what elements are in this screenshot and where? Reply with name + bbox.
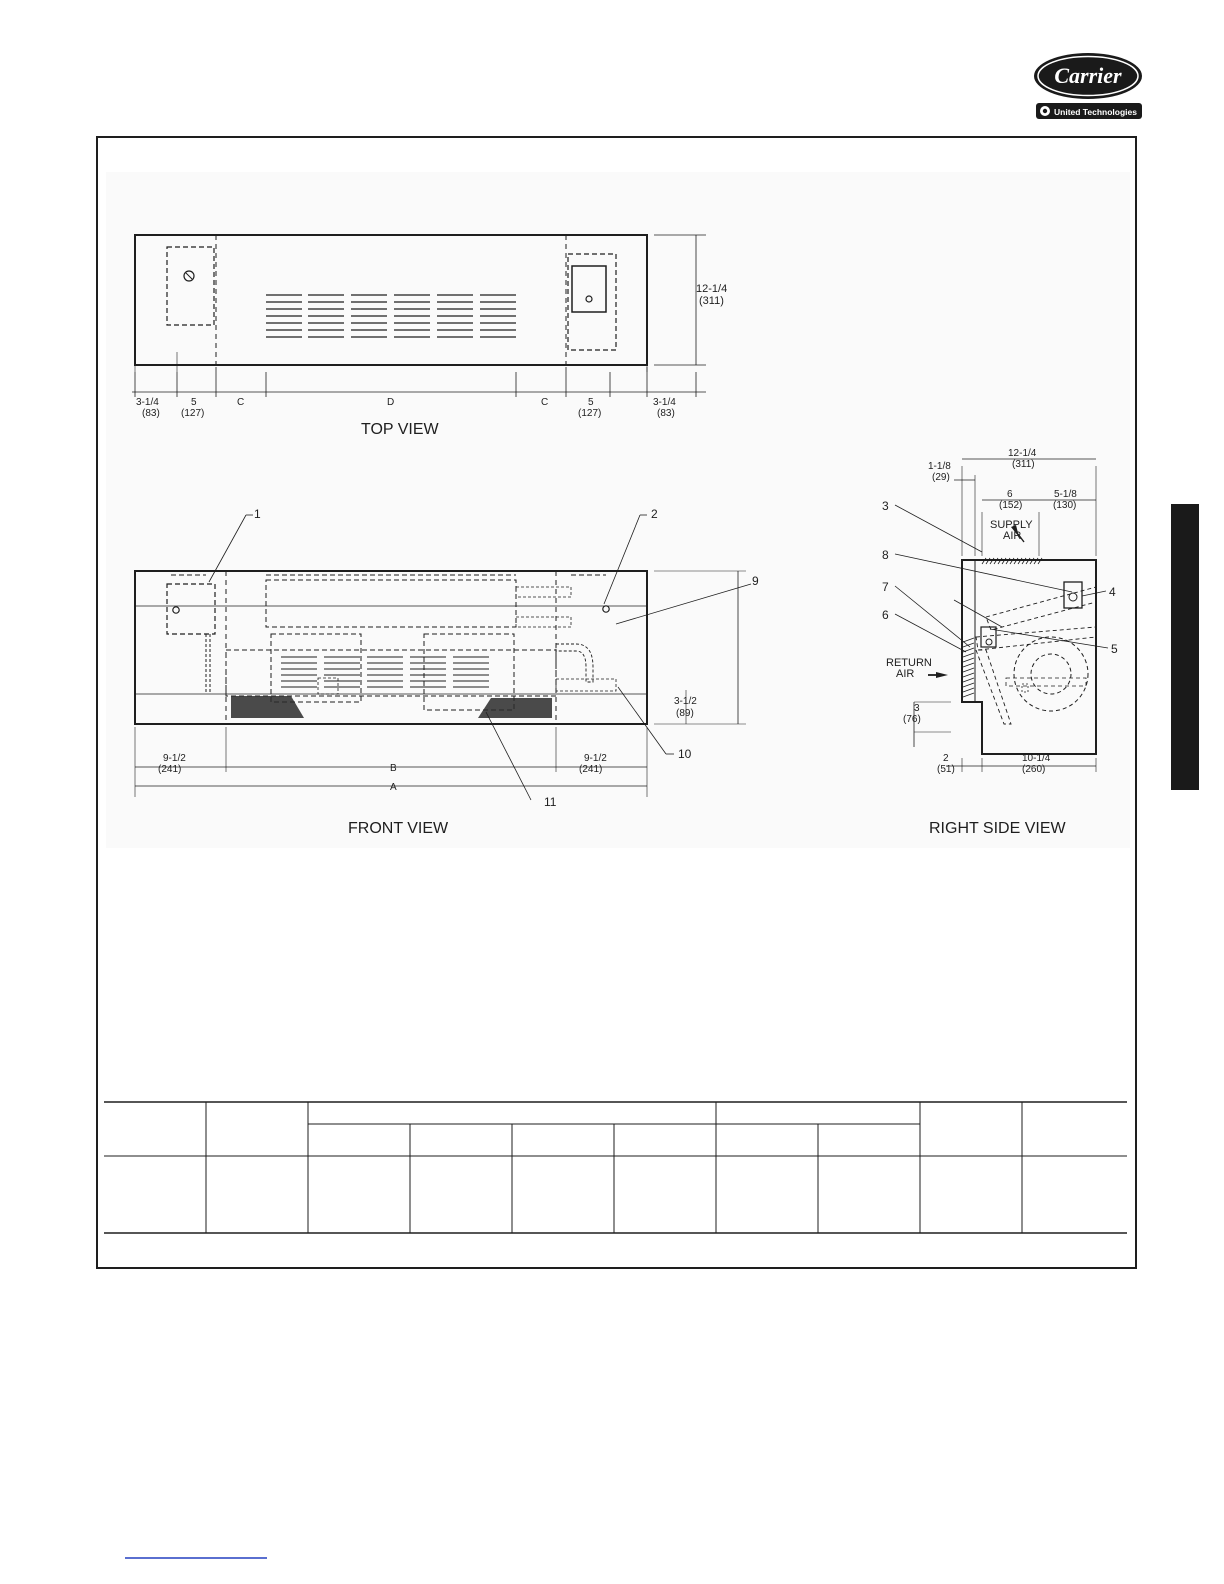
- side-bottom-right-mm: (260): [1022, 764, 1046, 775]
- callout-10: 10: [678, 747, 692, 761]
- top-view-dimension-chain: [132, 290, 706, 397]
- front-drain-in: 3-1/2: [674, 696, 697, 707]
- top-height-in: 12-1/4: [696, 283, 728, 295]
- front-dim-a: A: [390, 782, 397, 793]
- footer-link-underline[interactable]: [125, 1557, 267, 1559]
- svg-text:Carrier: Carrier: [1054, 63, 1122, 88]
- return-filter-hatch: [963, 678, 974, 682]
- callout-5: 5: [1111, 642, 1118, 656]
- callout-11: 11: [544, 795, 557, 809]
- front-drain-mm: (89): [676, 708, 694, 719]
- return-filter-hatch: [963, 683, 974, 687]
- side-return-label-2: AIR: [896, 668, 915, 680]
- side-depth-in: 12-1/4: [1008, 448, 1037, 459]
- side-top-offset-in: 1-1/8: [928, 461, 951, 472]
- side-bottom-right-in: 10-1/4: [1022, 753, 1051, 764]
- side-view-labels: [882, 448, 1118, 837]
- side-top-offset-mm: (29): [932, 472, 950, 483]
- top-dim-left-in: 3-1/4: [136, 397, 159, 408]
- callout-9: 9: [752, 574, 759, 588]
- top-dim-c-left: C: [237, 397, 245, 408]
- callout-7: 7: [882, 580, 889, 594]
- top-dim-c-right: C: [541, 397, 549, 408]
- top-dim-box-mm: (127): [181, 408, 205, 419]
- side-supply-right-in: 5-1/8: [1054, 489, 1077, 500]
- top-dim-d: D: [387, 397, 395, 408]
- return-filter-hatch: [963, 668, 974, 672]
- side-supply-label-1: SUPPLY: [990, 519, 1033, 531]
- side-return-label-1: RETURN: [886, 657, 932, 669]
- return-filter-hatch: [963, 658, 974, 662]
- side-bottom-height-mm: (76): [903, 714, 921, 725]
- return-filter-hatch: [963, 643, 974, 647]
- side-bottom-left-mm: (51): [937, 764, 955, 775]
- top-dim-rbox-in: 5: [588, 397, 594, 408]
- callout-2: 2: [651, 507, 658, 521]
- callout-3: 3: [882, 499, 889, 513]
- side-depth-mm: (311): [1012, 459, 1035, 470]
- dimension-drawing: [106, 172, 1130, 848]
- callout-4: 4: [1109, 585, 1116, 599]
- side-bottom-height-in: 3: [914, 703, 920, 714]
- top-view-title: TOP VIEW: [361, 421, 439, 438]
- front-view-title: FRONT VIEW: [348, 820, 449, 837]
- top-dim-right-mm: (83): [657, 408, 675, 419]
- return-filter-hatch: [963, 688, 974, 692]
- side-supply-width-mm: (152): [999, 500, 1023, 511]
- return-filter-hatch: [963, 653, 974, 657]
- top-dim-right-in: 3-1/4: [653, 397, 676, 408]
- front-right-mm: (241): [579, 764, 603, 775]
- front-view-labels: [158, 507, 759, 837]
- top-dim-rbox-mm: (127): [578, 408, 602, 419]
- return-filter-hatch: [963, 673, 974, 677]
- front-left-mm: (241): [158, 764, 182, 775]
- top-view-labels: [136, 283, 727, 438]
- top-dim-box-in: 5: [191, 397, 197, 408]
- front-right-in: 9-1/2: [584, 753, 607, 764]
- side-supply-width-in: 6: [1007, 489, 1013, 500]
- return-filter-hatch: [963, 663, 974, 667]
- top-height-mm: (311): [699, 295, 724, 307]
- side-view-title: RIGHT SIDE VIEW: [929, 820, 1066, 837]
- front-left-in: 9-1/2: [163, 753, 186, 764]
- section-tab: [1171, 504, 1199, 790]
- top-view: [135, 235, 706, 372]
- return-filter-hatch: [963, 638, 974, 642]
- dimension-table: [104, 1101, 1127, 1234]
- svg-text:United Technologies: United Technologies: [1054, 107, 1137, 117]
- carrier-logo: [1032, 52, 1144, 122]
- side-bottom-left-in: 2: [943, 753, 949, 764]
- return-filter-hatch: [963, 693, 974, 697]
- top-dim-left-mm: (83): [142, 408, 160, 419]
- callout-8: 8: [882, 548, 889, 562]
- front-view: [135, 515, 751, 800]
- side-supply-right-mm: (130): [1053, 500, 1077, 511]
- callout-1: 1: [254, 507, 261, 521]
- front-dim-b: B: [390, 763, 397, 774]
- callout-6: 6: [882, 608, 889, 622]
- side-supply-label-2: AIR: [1003, 530, 1022, 542]
